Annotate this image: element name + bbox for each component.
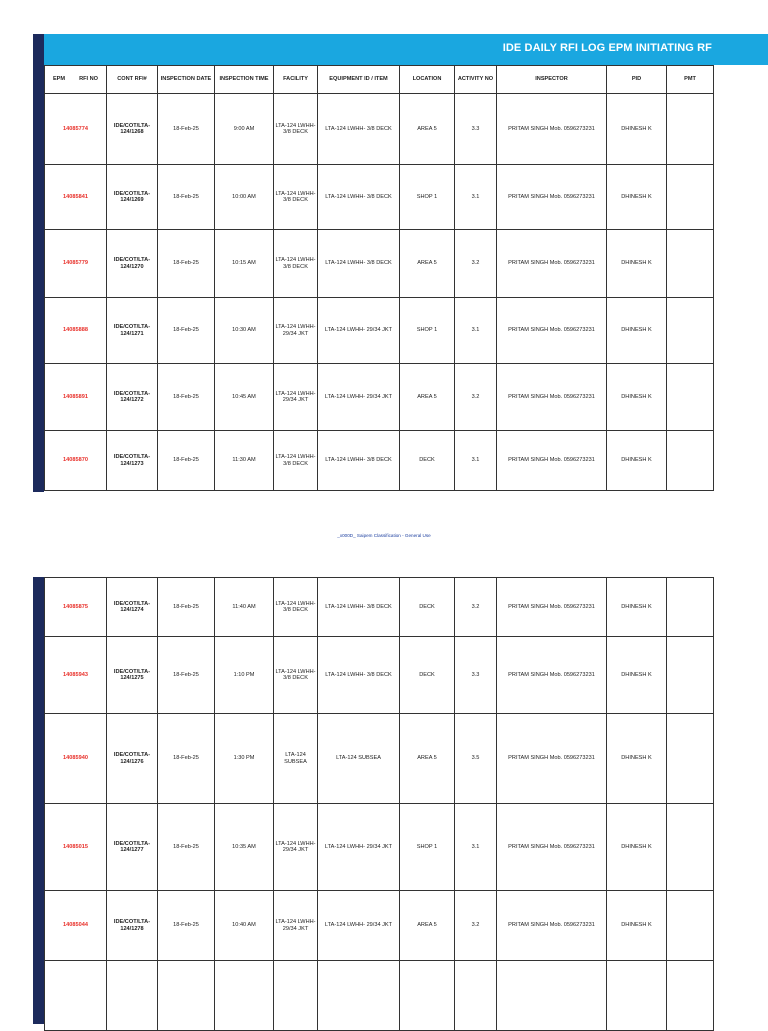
inspector: PRITAM SINGH Mob. 0596273231 xyxy=(497,637,607,714)
col-header-equipment: EQUIPMENT ID / ITEM xyxy=(318,66,400,94)
facility: LTA-124 SUBSEA xyxy=(274,714,318,804)
activity-no: 3.1 xyxy=(455,298,497,364)
col-header-facility: FACILITY xyxy=(274,66,318,94)
cont-rfi: IDE/COT/LTA-124/1273 xyxy=(107,431,158,491)
location: SHOP 1 xyxy=(400,165,455,230)
table-row xyxy=(45,891,714,961)
inspection-time: 1:10 PM xyxy=(215,637,274,714)
pmt xyxy=(667,578,714,637)
col-header-epm-rfi: EPM RFI NO xyxy=(45,66,107,94)
cont-rfi: IDE/COT/LTA-124/1274 xyxy=(107,578,158,637)
pid: DHINESH K xyxy=(607,431,667,491)
activity-no: 3.2 xyxy=(455,891,497,961)
table-row xyxy=(45,364,714,431)
activity-no: 3.1 xyxy=(455,431,497,491)
location: DECK xyxy=(400,637,455,714)
inspector: PRITAM SINGH Mob. 0596273231 xyxy=(497,891,607,961)
pid: DHINESH K xyxy=(607,165,667,230)
inspection-time: 11:30 AM xyxy=(215,431,274,491)
location: DECK xyxy=(400,578,455,637)
inspection-time: 10:15 AM xyxy=(215,230,274,298)
pmt xyxy=(667,961,714,1031)
epm-rfi-no: 14085940 xyxy=(45,714,107,804)
facility xyxy=(274,961,318,1031)
table-row xyxy=(45,961,714,1031)
pid xyxy=(607,961,667,1031)
page-title: IDE DAILY RFI LOG EPM INITIATING RF xyxy=(502,42,712,54)
equipment-id: LTA-124 LWHH- 3/8 DECK xyxy=(318,230,400,298)
inspection-date: 18-Feb-25 xyxy=(158,230,215,298)
facility: LTA-124 LWHH- 3/8 DECK xyxy=(274,94,318,165)
classification-footer: _x000D_ Saipem Classification - General Use xyxy=(337,533,431,538)
inspection-date: 18-Feb-25 xyxy=(158,714,215,804)
equipment-id: LTA-124 LWHH- 29/34 JKT xyxy=(318,891,400,961)
col-header-inspection-time: INSPECTION TIME xyxy=(215,66,274,94)
pid: DHINESH K xyxy=(607,364,667,431)
epm-rfi-no: 14085044 xyxy=(45,891,107,961)
facility: LTA-124 LWHH- 3/8 DECK xyxy=(274,578,318,637)
facility: LTA-124 LWHH- 3/8 DECK xyxy=(274,431,318,491)
pid: DHINESH K xyxy=(607,891,667,961)
location: SHOP 1 xyxy=(400,298,455,364)
location: AREA 5 xyxy=(400,891,455,961)
inspection-date: 18-Feb-25 xyxy=(158,94,215,165)
equipment-id: LTA-124 LWHH- 29/34 JKT xyxy=(318,804,400,891)
table-row xyxy=(45,165,714,230)
inspection-time: 11:40 AM xyxy=(215,578,274,637)
inspection-date: 18-Feb-25 xyxy=(158,804,215,891)
inspector: PRITAM SINGH Mob. 0596273231 xyxy=(497,165,607,230)
pid: DHINESH K xyxy=(607,578,667,637)
inspection-date: 18-Feb-25 xyxy=(158,578,215,637)
location: AREA 5 xyxy=(400,94,455,165)
col-header-inspection-date: INSPECTION DATE xyxy=(158,66,215,94)
inspector: PRITAM SINGH Mob. 0596273231 xyxy=(497,578,607,637)
activity-no: 3.3 xyxy=(455,637,497,714)
equipment-id: LTA-124 LWHH- 3/8 DECK xyxy=(318,637,400,714)
col-header-activity-no: ACTIVITY NO xyxy=(455,66,497,94)
table-row xyxy=(45,298,714,364)
inspector: PRITAM SINGH Mob. 0596273231 xyxy=(497,298,607,364)
inspection-time: 10:40 AM xyxy=(215,891,274,961)
location: AREA 5 xyxy=(400,230,455,298)
pid: DHINESH K xyxy=(607,230,667,298)
inspection-date: 18-Feb-25 xyxy=(158,637,215,714)
left-accent-bar xyxy=(33,34,44,492)
activity-no: 3.2 xyxy=(455,578,497,637)
pmt xyxy=(667,637,714,714)
facility: LTA-124 LWHH- 3/8 DECK xyxy=(274,230,318,298)
inspection-date: 18-Feb-25 xyxy=(158,364,215,431)
inspector: PRITAM SINGH Mob. 0596273231 xyxy=(497,230,607,298)
location: AREA 5 xyxy=(400,364,455,431)
inspection-time: 10:30 AM xyxy=(215,298,274,364)
inspection-time: 10:00 AM xyxy=(215,165,274,230)
location: AREA 5 xyxy=(400,714,455,804)
activity-no: 3.3 xyxy=(455,94,497,165)
pmt xyxy=(667,891,714,961)
equipment-id xyxy=(318,961,400,1031)
activity-no xyxy=(455,961,497,1031)
epm-rfi-no: 14085779 xyxy=(45,230,107,298)
pid: DHINESH K xyxy=(607,714,667,804)
inspection-time: 1:30 PM xyxy=(215,714,274,804)
epm-rfi-no: 14085870 xyxy=(45,431,107,491)
table-row xyxy=(45,431,714,491)
rfi-log-table-continued xyxy=(44,577,714,1031)
cont-rfi: IDE/COT/LTA-124/1278 xyxy=(107,891,158,961)
inspection-time xyxy=(215,961,274,1031)
pmt xyxy=(667,804,714,891)
cont-rfi: IDE/COT/LTA-124/1269 xyxy=(107,165,158,230)
epm-rfi-no: 14085888 xyxy=(45,298,107,364)
pmt xyxy=(667,230,714,298)
table-row xyxy=(45,637,714,714)
activity-no: 3.5 xyxy=(455,714,497,804)
location: DECK xyxy=(400,431,455,491)
inspection-date: 18-Feb-25 xyxy=(158,431,215,491)
inspector: PRITAM SINGH Mob. 0596273231 xyxy=(497,804,607,891)
title-bar xyxy=(44,34,768,65)
cont-rfi: IDE/COT/LTA-124/1270 xyxy=(107,230,158,298)
epm-rfi-no xyxy=(45,961,107,1031)
equipment-id: LTA-124 LWHH- 29/34 JKT xyxy=(318,298,400,364)
inspector: PRITAM SINGH Mob. 0596273231 xyxy=(497,431,607,491)
activity-no: 3.2 xyxy=(455,230,497,298)
equipment-id: LTA-124 LWHH- 3/8 DECK xyxy=(318,431,400,491)
pid: DHINESH K xyxy=(607,804,667,891)
pmt xyxy=(667,94,714,165)
pmt xyxy=(667,298,714,364)
table-row xyxy=(45,804,714,891)
cont-rfi: IDE/COT/LTA-124/1272 xyxy=(107,364,158,431)
inspection-date: 18-Feb-25 xyxy=(158,298,215,364)
inspector: PRITAM SINGH Mob. 0596273231 xyxy=(497,364,607,431)
col-header-cont-rfi: CONT RFI# xyxy=(107,66,158,94)
epm-rfi-no: 14085015 xyxy=(45,804,107,891)
inspection-date xyxy=(158,961,215,1031)
activity-no: 3.1 xyxy=(455,165,497,230)
table-row xyxy=(45,714,714,804)
table-row xyxy=(45,578,714,637)
inspection-time: 10:45 AM xyxy=(215,364,274,431)
pmt xyxy=(667,714,714,804)
cont-rfi: IDE/COT/LTA-124/1277 xyxy=(107,804,158,891)
pid: DHINESH K xyxy=(607,94,667,165)
pid: DHINESH K xyxy=(607,298,667,364)
col-header-pid: PID xyxy=(607,66,667,94)
equipment-id: LTA-124 LWHH- 29/34 JKT xyxy=(318,364,400,431)
facility: LTA-124 LWHH- 3/8 DECK xyxy=(274,165,318,230)
cont-rfi: IDE/COT/LTA-124/1276 xyxy=(107,714,158,804)
pid: DHINESH K xyxy=(607,637,667,714)
equipment-id: LTA-124 LWHH- 3/8 DECK xyxy=(318,578,400,637)
inspection-date: 18-Feb-25 xyxy=(158,891,215,961)
left-accent-bar xyxy=(33,577,44,1024)
location xyxy=(400,961,455,1031)
activity-no: 3.1 xyxy=(455,804,497,891)
equipment-id: LTA-124 SUBSEA xyxy=(318,714,400,804)
table-row xyxy=(45,94,714,165)
inspection-date: 18-Feb-25 xyxy=(158,165,215,230)
col-header-pmt: PMT xyxy=(667,66,714,94)
inspector xyxy=(497,961,607,1031)
facility: LTA-124 LWHH- 29/34 JKT xyxy=(274,891,318,961)
facility: LTA-124 LWHH- 29/34 JKT xyxy=(274,364,318,431)
inspector: PRITAM SINGH Mob. 0596273231 xyxy=(497,94,607,165)
pmt xyxy=(667,364,714,431)
cont-rfi: IDE/COT/LTA-124/1271 xyxy=(107,298,158,364)
equipment-id: LTA-124 LWHH- 3/8 DECK xyxy=(318,94,400,165)
epm-rfi-no: 14085875 xyxy=(45,578,107,637)
epm-rfi-no: 14085841 xyxy=(45,165,107,230)
cont-rfi: IDE/COT/LTA-124/1268 xyxy=(107,94,158,165)
facility: LTA-124 LWHH- 29/34 JKT xyxy=(274,804,318,891)
facility: LTA-124 LWHH- 29/34 JKT xyxy=(274,298,318,364)
epm-rfi-no: 14085774 xyxy=(45,94,107,165)
col-header-location: LOCATION xyxy=(400,66,455,94)
inspection-time: 10:35 AM xyxy=(215,804,274,891)
table-header-row xyxy=(45,66,714,94)
pmt xyxy=(667,431,714,491)
col-header-inspector: INSPECTOR xyxy=(497,66,607,94)
rfi-log-table xyxy=(44,65,714,491)
facility: LTA-124 LWHH- 3/8 DECK xyxy=(274,637,318,714)
pmt xyxy=(667,165,714,230)
table-row xyxy=(45,230,714,298)
cont-rfi xyxy=(107,961,158,1031)
cont-rfi: IDE/COT/LTA-124/1275 xyxy=(107,637,158,714)
epm-rfi-no: 14085943 xyxy=(45,637,107,714)
activity-no: 3.2 xyxy=(455,364,497,431)
inspector: PRITAM SINGH Mob. 0596273231 xyxy=(497,714,607,804)
epm-rfi-no: 14085891 xyxy=(45,364,107,431)
equipment-id: LTA-124 LWHH- 3/8 DECK xyxy=(318,165,400,230)
inspection-time: 9:00 AM xyxy=(215,94,274,165)
location: SHOP 1 xyxy=(400,804,455,891)
